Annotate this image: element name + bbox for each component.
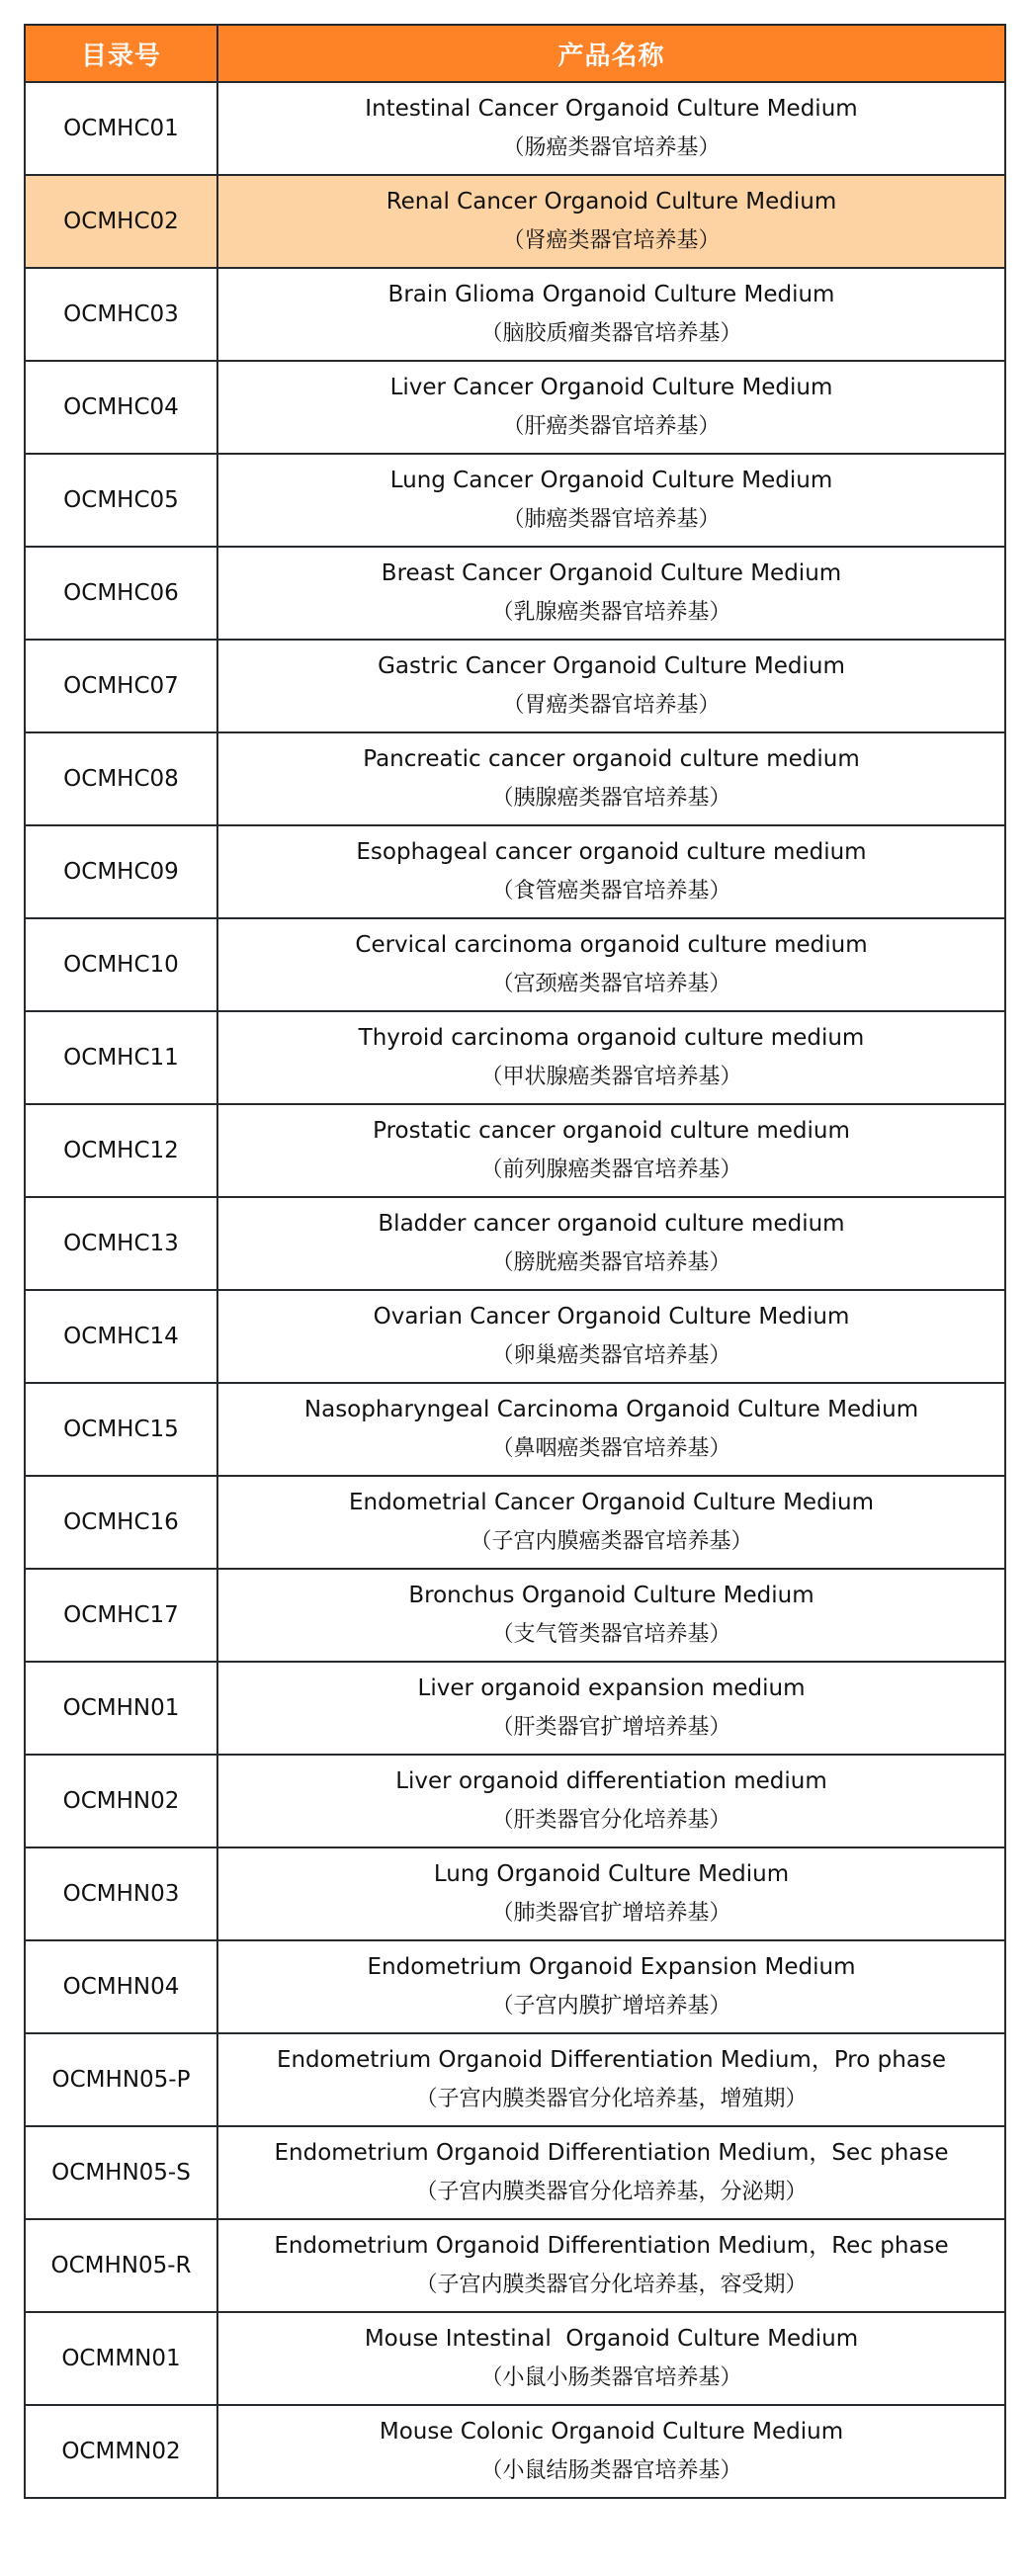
product-name-cell: [217, 1476, 1005, 1569]
catalog-id-cell: OCMHC12: [25, 1104, 217, 1197]
product-name-chinese: （小鼠结肠类器官培养基）: [480, 2458, 742, 2483]
product-name-cell: [217, 1011, 1005, 1104]
catalog-id-cell: OCMHC03: [25, 268, 217, 361]
product-name-chinese: （肠癌类器官培养基）: [502, 135, 721, 160]
product-name-cell: [217, 175, 1005, 268]
product-name-english: Bladder cancer organoid culture medium: [378, 1211, 845, 1237]
product-name-chinese: （小鼠小肠类器官培养基）: [480, 2365, 742, 2390]
product-name-chinese: （前列腺癌类器官培养基）: [480, 1158, 742, 1182]
table-row: [25, 918, 1005, 1011]
product-name-cell: [217, 732, 1005, 825]
product-name-english: Endometrium Organoid Differentiation Medium，Sec phase: [274, 2140, 949, 2166]
product-name-english: Esophageal cancer organoid culture medium: [356, 839, 867, 865]
table-row: [25, 2405, 1005, 2498]
catalog-id-cell: OCMHN01: [25, 1662, 217, 1755]
product-name-english: Ovarian Cancer Organoid Culture Medium: [373, 1304, 850, 1330]
catalog-id-cell: OCMHC01: [25, 82, 217, 175]
product-name-cell: [217, 454, 1005, 547]
table-row: [25, 2312, 1005, 2405]
product-name-cell: [217, 1290, 1005, 1383]
product-name-english: Intestinal Cancer Organoid Culture Medium: [365, 96, 858, 122]
product-name-english: Endometrium Organoid Expansion Medium: [367, 1954, 856, 1980]
product-name-cell: [217, 1569, 1005, 1662]
product-name-cell: [217, 1755, 1005, 1847]
table-header-row: [25, 25, 1005, 82]
table-row: [25, 2126, 1005, 2219]
table-row: [25, 825, 1005, 918]
catalog-id-cell: OCMHC17: [25, 1569, 217, 1662]
product-name-english: Nasopharyngeal Carcinoma Organoid Culture Medium: [303, 1397, 919, 1422]
product-name-chinese: （支气管类器官培养基）: [491, 1622, 731, 1647]
product-name-english: Prostatic cancer organoid culture medium: [373, 1118, 850, 1144]
product-name-chinese: （子宫内膜扩增培养基）: [491, 1994, 731, 2018]
product-name-chinese: （子宫内膜类器官分化培养基，分泌期）: [415, 2180, 808, 2204]
table-row: [25, 640, 1005, 732]
product-name-english: Liver Cancer Organoid Culture Medium: [389, 375, 833, 400]
product-name-cell: [217, 640, 1005, 732]
product-name-english: Endometrium Organoid Differentiation Medium，Pro phase: [276, 2047, 947, 2073]
product-name-cell: [217, 2219, 1005, 2312]
product-name-english: Pancreatic cancer organoid culture medium: [363, 746, 860, 772]
table-row: [25, 1011, 1005, 1104]
product-name-chinese: （子宫内膜癌类器官培养基）: [470, 1529, 753, 1554]
product-name-chinese: （肾癌类器官培养基）: [502, 228, 721, 253]
product-name-cell: [217, 2405, 1005, 2498]
catalog-id-cell: OCMHC08: [25, 732, 217, 825]
catalog-id-cell: OCMHC13: [25, 1197, 217, 1290]
table-row: [25, 361, 1005, 454]
product-name-chinese: （乳腺癌类器官培养基）: [491, 600, 731, 625]
table-row: [25, 1290, 1005, 1383]
catalog-id-cell: OCMHC07: [25, 640, 217, 732]
product-name-chinese: （胰腺癌类器官培养基）: [491, 786, 731, 811]
product-name-cell: [217, 547, 1005, 640]
product-name-english: Liver organoid differentiation medium: [395, 1768, 827, 1794]
product-name-cell: [217, 825, 1005, 918]
table-row: [25, 1476, 1005, 1569]
table-row: [25, 1847, 1005, 1940]
product-name-chinese: （肝类器官分化培养基）: [491, 1808, 731, 1833]
product-name-english: Liver organoid expansion medium: [417, 1675, 806, 1701]
product-name-chinese: （甲状腺癌类器官培养基）: [480, 1065, 742, 1089]
product-name-chinese: （肝癌类器官培养基）: [502, 414, 721, 439]
product-name-chinese: （肺癌类器官培养基）: [502, 507, 721, 532]
table-row: [25, 732, 1005, 825]
catalog-id-cell: OCMHC14: [25, 1290, 217, 1383]
product-name-english: Cervical carcinoma organoid culture medium: [355, 932, 868, 958]
product-name-english: Endometrial Cancer Organoid Culture Medium: [348, 1490, 875, 1515]
table-row: [25, 2219, 1005, 2312]
catalog-id-cell: OCMHC10: [25, 918, 217, 1011]
catalog-id-cell: OCMHC06: [25, 547, 217, 640]
product-name-chinese: （肝类器官扩增培养基）: [491, 1715, 731, 1740]
product-name-english: Bronchus Organoid Culture Medium: [408, 1583, 814, 1608]
product-name-chinese: （子宫内膜类器官分化培养基，容受期）: [415, 2273, 808, 2297]
catalog-id-cell: OCMHC09: [25, 825, 217, 918]
product-name-english: Brain Glioma Organoid Culture Medium: [387, 282, 835, 307]
product-name-chinese: （宫颈癌类器官培养基）: [491, 972, 731, 996]
catalog-id-cell: OCMHC15: [25, 1383, 217, 1476]
catalog-id-cell: OCMHN05-P: [25, 2033, 217, 2126]
table-row: [25, 175, 1005, 268]
product-name-english: Mouse Colonic Organoid Culture Medium: [379, 2419, 844, 2445]
product-name-cell: [217, 1847, 1005, 1940]
product-name-cell: [217, 2126, 1005, 2219]
table-row: [25, 1104, 1005, 1197]
catalog-id-cell: OCMHC02: [25, 175, 217, 268]
table-row: [25, 2033, 1005, 2126]
product-name-english: Renal Cancer Organoid Culture Medium: [386, 189, 837, 215]
table-row: [25, 1940, 1005, 2033]
product-name-english: Lung Organoid Culture Medium: [433, 1861, 790, 1887]
catalog-id-cell: OCMHC04: [25, 361, 217, 454]
product-name-chinese: （脑胶质瘤类器官培养基）: [480, 321, 742, 346]
product-name-cell: [217, 1662, 1005, 1755]
table-row: [25, 1755, 1005, 1847]
catalog-id-cell: OCMHC11: [25, 1011, 217, 1104]
catalog-id-cell: OCMMN02: [25, 2405, 217, 2498]
product-name-chinese: （卵巢癌类器官培养基）: [491, 1343, 731, 1368]
catalog-id-cell: OCMHN02: [25, 1755, 217, 1847]
table-row: [25, 454, 1005, 547]
product-name-cell: [217, 918, 1005, 1011]
product-name-cell: [217, 268, 1005, 361]
product-name-chinese: （膀胱癌类器官培养基）: [491, 1250, 731, 1275]
header-catalog-no: 目录号: [25, 25, 217, 82]
catalog-id-cell: OCMHC16: [25, 1476, 217, 1569]
product-name-english: Lung Cancer Organoid Culture Medium: [389, 468, 833, 493]
product-name-chinese: （食管癌类器官培养基）: [491, 879, 731, 903]
product-name-cell: [217, 1197, 1005, 1290]
table-row: [25, 82, 1005, 175]
product-name-chinese: （胃癌类器官培养基）: [502, 693, 721, 718]
header-product-name: 产品名称: [217, 25, 1005, 82]
catalog-id-cell: OCMHN03: [25, 1847, 217, 1940]
table-row: [25, 547, 1005, 640]
catalog-id-cell: OCMHC05: [25, 454, 217, 547]
product-name-english: Breast Cancer Organoid Culture Medium: [381, 560, 842, 586]
table-row: [25, 1569, 1005, 1662]
product-name-english: Thyroid carcinoma organoid culture medium: [358, 1025, 865, 1051]
product-name-cell: [217, 1940, 1005, 2033]
table-row: [25, 268, 1005, 361]
product-name-cell: [217, 2033, 1005, 2126]
table-row: [25, 1197, 1005, 1290]
table-row: [25, 1383, 1005, 1476]
product-name-chinese: （鼻咽癌类器官培养基）: [491, 1436, 731, 1461]
product-table: [24, 24, 1006, 2499]
product-name-cell: [217, 1383, 1005, 1476]
table-body: [25, 82, 1005, 2498]
product-name-cell: [217, 1104, 1005, 1197]
product-name-chinese: （肺类器官扩增培养基）: [491, 1901, 731, 1926]
catalog-id-cell: OCMHN05-S: [25, 2126, 217, 2219]
product-name-english: Mouse Intestinal Organoid Culture Medium: [364, 2326, 859, 2352]
catalog-id-cell: OCMHN05-R: [25, 2219, 217, 2312]
product-name-cell: [217, 361, 1005, 454]
product-name-cell: [217, 2312, 1005, 2405]
product-name-cell: [217, 82, 1005, 175]
product-name-english: Gastric Cancer Organoid Culture Medium: [378, 653, 845, 679]
table-row: [25, 1662, 1005, 1755]
product-name-chinese: （子宫内膜类器官分化培养基，增殖期）: [415, 2087, 808, 2111]
product-name-english: Endometrium Organoid Differentiation Medium，Rec phase: [274, 2233, 949, 2259]
catalog-id-cell: OCMHN04: [25, 1940, 217, 2033]
catalog-id-cell: OCMMN01: [25, 2312, 217, 2405]
